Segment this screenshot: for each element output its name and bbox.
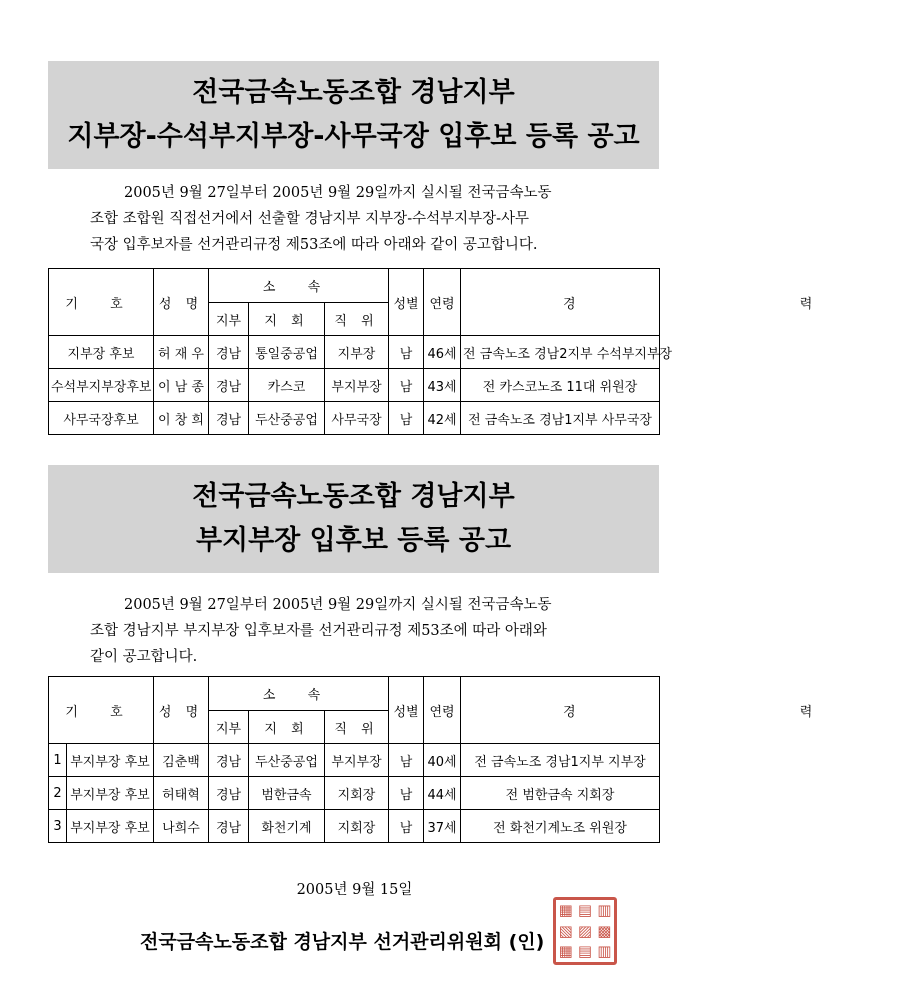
header-age: 연령 (424, 269, 461, 336)
table-row (49, 744, 660, 777)
cell-career: 전 금속노조 경남1지부 지부장 (461, 744, 660, 777)
cell-gender: 남 (389, 402, 424, 435)
cell-gender: 남 (389, 336, 424, 369)
cell-chapter: 두산중공업 (249, 744, 325, 777)
cell-code: 부지부장 후보 (67, 810, 154, 843)
cell-chapter: 통일중공업 (249, 336, 325, 369)
seal-glyph: ▨ (577, 921, 593, 940)
announcement-date: 2005년 9월 15일 (296, 882, 413, 898)
notice2-title-banner (48, 465, 659, 573)
header-career: 경 력 (461, 269, 660, 336)
header-career: 경 력 (461, 677, 660, 744)
seal-glyph: ▥ (597, 942, 612, 961)
notice1-title-line2: 지부장-수석부지부장-사무국장 입후보 등록 공고 (67, 121, 640, 152)
seal-glyph: ▤ (577, 901, 593, 919)
notice1-candidate-table (48, 268, 922, 435)
header-gender: 성별 (389, 677, 424, 744)
cell-code: 수석부지부장후보 (49, 369, 154, 402)
cell-position: 지회장 (325, 777, 389, 810)
table-row (49, 336, 660, 369)
notice2-para-line1: 2005년 9월 27일부터 2005년 9월 29일까지 실시될 전국금속노동 (124, 597, 552, 613)
cell-name: 이 남 종 (154, 369, 209, 402)
seal-glyph: ▦ (558, 942, 573, 961)
seal-glyph: ▩ (597, 921, 612, 940)
cell-age: 44세 (424, 777, 461, 810)
organization-signature: 전국금속노동조합 경남지부 선거관리위원회 (인) (140, 931, 545, 953)
table-row (49, 369, 660, 402)
cell-gender: 남 (389, 744, 424, 777)
header-branch: 지부 (209, 303, 249, 336)
cell-position: 사무국장 (325, 402, 389, 435)
header-name: 성 명 (154, 269, 209, 336)
table-row (49, 402, 660, 435)
header-chapter: 지 회 (249, 303, 325, 336)
notice1-para-line2: 조합 조합원 직접선거에서 선출할 경남지부 지부장-수석부지부장-사무 (90, 211, 530, 227)
notice1-para-line3: 국장 입후보자를 선거관리규정 제53조에 따라 아래와 같이 공고합니다. (90, 237, 538, 253)
notice1-title-line1: 전국금속노동조합 경남지부 (192, 77, 515, 108)
notice1-para-line1: 2005년 9월 27일부터 2005년 9월 29일까지 실시될 전국금속노동 (124, 185, 552, 201)
cell-age: 37세 (424, 810, 461, 843)
cell-position: 부지부장 (325, 744, 389, 777)
table-row (49, 810, 660, 843)
cell-code: 지부장 후보 (49, 336, 154, 369)
cell-number: 3 (49, 810, 67, 843)
header-branch: 지부 (209, 711, 249, 744)
header-affiliation: 소 속 (209, 677, 389, 711)
header-affiliation: 소 속 (209, 269, 389, 303)
cell-chapter: 카스코 (249, 369, 325, 402)
cell-branch: 경남 (209, 369, 249, 402)
cell-chapter: 범한금속 (249, 777, 325, 810)
cell-name: 허태혁 (154, 777, 209, 810)
header-code: 기 호 (49, 677, 154, 744)
notice2-candidate-table (48, 676, 922, 843)
cell-career: 전 금속노조 경남2지부 수석부지부장 (461, 336, 660, 369)
cell-name: 이 창 희 (154, 402, 209, 435)
cell-chapter: 두산중공업 (249, 402, 325, 435)
header-gender: 성별 (389, 269, 424, 336)
header-code: 기 호 (49, 269, 154, 336)
cell-code: 사무국장후보 (49, 402, 154, 435)
cell-age: 40세 (424, 744, 461, 777)
table-row (49, 777, 660, 810)
cell-branch: 경남 (209, 810, 249, 843)
header-chapter: 지 회 (249, 711, 325, 744)
seal-glyph: ▥ (597, 901, 612, 919)
notice2-paragraph (90, 592, 620, 670)
cell-number: 1 (49, 744, 67, 777)
cell-career: 전 범한금속 지회장 (461, 777, 660, 810)
cell-branch: 경남 (209, 336, 249, 369)
cell-chapter: 화천기계 (249, 810, 325, 843)
cell-gender: 남 (389, 810, 424, 843)
cell-number: 2 (49, 777, 67, 810)
cell-gender: 남 (389, 777, 424, 810)
cell-code: 부지부장 후보 (67, 777, 154, 810)
header-position: 직 위 (325, 711, 389, 744)
official-seal-stamp (553, 897, 617, 965)
cell-age: 42세 (424, 402, 461, 435)
cell-branch: 경남 (209, 402, 249, 435)
header-position: 직 위 (325, 303, 389, 336)
cell-position: 지부장 (325, 336, 389, 369)
seal-glyph: ▦ (558, 901, 573, 919)
cell-name: 나희수 (154, 810, 209, 843)
header-age: 연령 (424, 677, 461, 744)
cell-gender: 남 (389, 369, 424, 402)
notice2-para-line3: 같이 공고합니다. (90, 649, 198, 665)
notice1-paragraph (90, 180, 620, 258)
header-name: 성 명 (154, 677, 209, 744)
notice1-title-banner (48, 61, 659, 169)
seal-glyph: ▤ (577, 942, 593, 961)
cell-age: 46세 (424, 336, 461, 369)
cell-branch: 경남 (209, 744, 249, 777)
cell-position: 지회장 (325, 810, 389, 843)
cell-age: 43세 (424, 369, 461, 402)
cell-name: 김춘백 (154, 744, 209, 777)
cell-code: 부지부장 후보 (67, 744, 154, 777)
notice2-title-line1: 전국금속노동조합 경남지부 (192, 481, 515, 512)
cell-career: 전 금속노조 경남1지부 사무국장 (461, 402, 660, 435)
notice2-title-line2: 부지부장 입후보 등록 공고 (195, 525, 512, 556)
cell-name: 허 재 우 (154, 336, 209, 369)
cell-career: 전 카스코노조 11대 위원장 (461, 369, 660, 402)
cell-position: 부지부장 (325, 369, 389, 402)
cell-branch: 경남 (209, 777, 249, 810)
seal-glyph: ▧ (558, 921, 573, 940)
notice2-para-line2: 조합 경남지부 부지부장 입후보자를 선거관리규정 제53조에 따라 아래와 (90, 623, 547, 639)
cell-career: 전 화천기계노조 위원장 (461, 810, 660, 843)
